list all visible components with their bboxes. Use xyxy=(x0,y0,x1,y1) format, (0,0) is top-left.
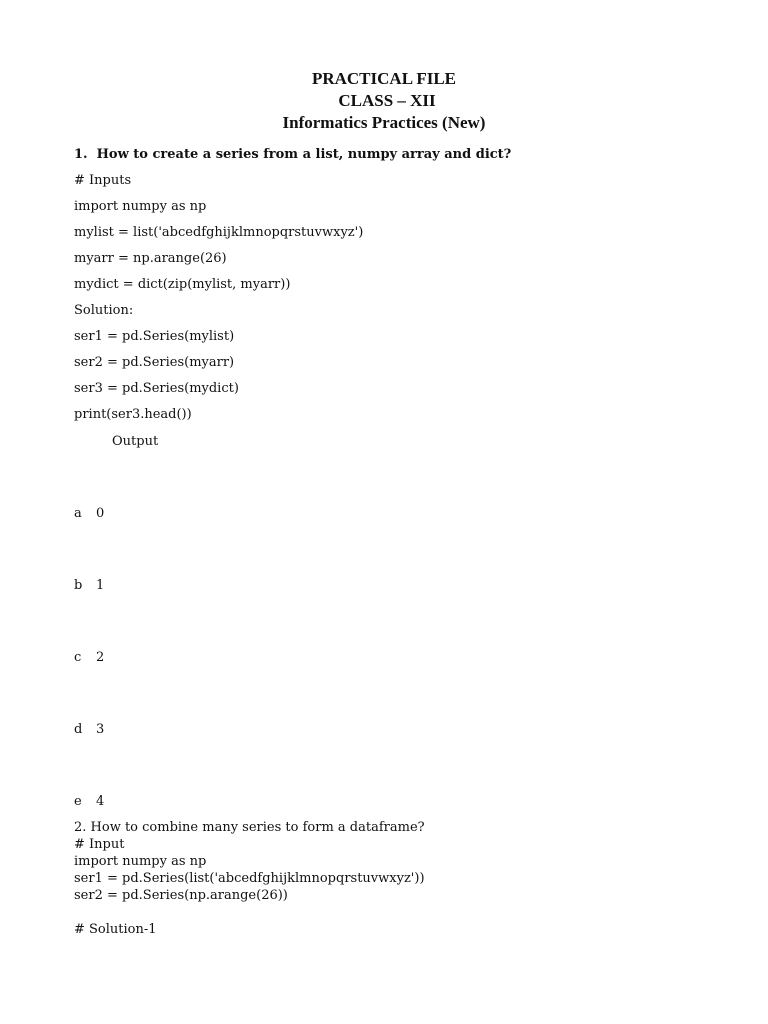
solution-1-heading: # Solution-1 xyxy=(74,922,157,937)
code-line: mylist = list('abcedfghijklmnopqrstuvwxyz') xyxy=(74,225,364,240)
output-label: Output xyxy=(112,434,159,449)
code-line: import numpy as np xyxy=(74,854,207,869)
code-line: ser2 = pd.Series(np.arange(26)) xyxy=(74,888,288,903)
code-line: ser3 = pd.Series(mydict) xyxy=(74,381,239,396)
code-line: ser2 = pd.Series(myarr) xyxy=(74,355,235,370)
solution-label: Solution: xyxy=(74,303,134,318)
code-line: mydict = dict(zip(mylist, myarr)) xyxy=(74,277,291,292)
output-value: 3 xyxy=(96,722,105,737)
code-line: import numpy as np xyxy=(74,199,207,214)
question-2: 2. How to combine many series to form a dataframe? xyxy=(74,820,425,835)
output-key: e xyxy=(74,794,82,809)
output-value: 0 xyxy=(96,506,105,521)
output-key: c xyxy=(74,650,82,665)
class-heading: CLASS – XII xyxy=(338,91,436,110)
code-line: print(ser3.head()) xyxy=(74,407,192,422)
document-title: PRACTICAL FILE xyxy=(311,69,457,88)
output-value: 2 xyxy=(96,650,105,665)
output-key: a xyxy=(74,506,82,521)
code-line: ser1 = pd.Series(mylist) xyxy=(74,329,235,344)
output-value: 4 xyxy=(96,794,105,809)
subject-heading: Informatics Practices (New) xyxy=(282,113,486,132)
inputs-heading: # Inputs xyxy=(74,173,132,188)
document-header xyxy=(0,68,768,134)
code-line: ser1 = pd.Series(list('abcedfghijklmnopqrstuvwxyz')) xyxy=(74,871,425,886)
output-key: d xyxy=(74,722,83,737)
input-heading: # Input xyxy=(74,837,125,852)
output-key: b xyxy=(74,578,83,593)
code-line: myarr = np.arange(26) xyxy=(74,251,227,266)
question-1: 1. How to create a series from a list, numpy array and dict? xyxy=(74,147,512,162)
output-value: 1 xyxy=(96,578,105,593)
